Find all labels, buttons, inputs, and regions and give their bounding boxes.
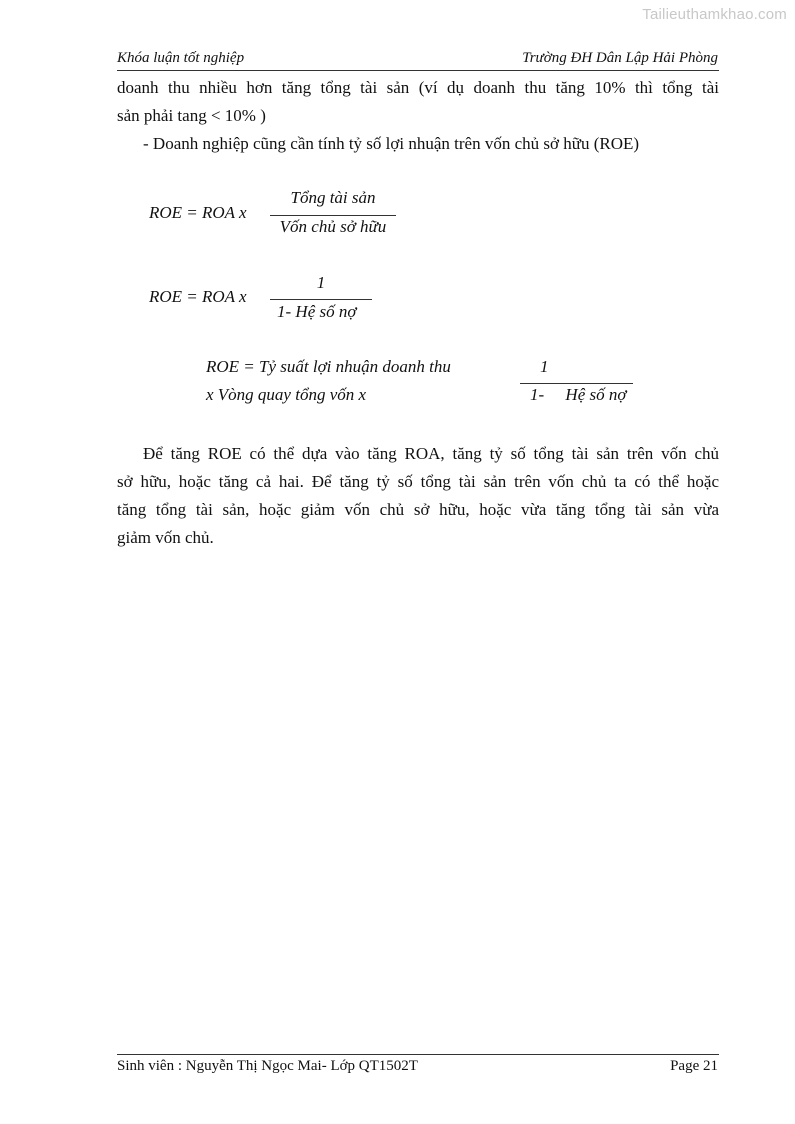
para2-line-1: Để tăng ROE có thể dựa vào tăng ROA, tăng tỷ số tổng tài sản trên vốn chủ <box>143 444 719 463</box>
formula2-denominator: 1- Hệ số nợ <box>277 302 357 321</box>
header-rule <box>117 70 719 71</box>
body-line-1: doanh thu nhiều hơn tăng tổng tài sản (ví dụ doanh thu tăng 10% thì tổng tài <box>117 78 719 97</box>
formula3-denominator: 1- Hệ số nợ <box>530 385 627 404</box>
header-left: Khóa luận tốt nghiệp <box>117 50 245 66</box>
header-right: Trường ĐH Dân Lập Hải Phòng <box>522 50 718 66</box>
formula2-fraction-bar <box>270 299 372 300</box>
formula2-numerator: 1 <box>316 273 326 292</box>
page-number: Page 21 <box>670 1058 718 1074</box>
formula1-denominator: Vốn chủ sở hữu <box>279 217 387 236</box>
formula1-numerator: Tổng tài sản <box>290 188 376 207</box>
para2-line-3: tăng tổng tài sản, hoặc giảm vốn chủ sở hữu, hoặc vừa tăng tổng tài sản vừa <box>117 500 719 519</box>
body-line-3: - Doanh nghiệp cũng cần tính tỷ số lợi nhuận trên vốn chủ sở hữu (ROE) <box>143 134 640 153</box>
para2-line-4: giảm vốn chủ. <box>117 528 214 547</box>
footer-rule <box>117 1054 719 1055</box>
formula3-numerator: 1 <box>540 357 549 376</box>
formula3-line1: ROE = Tỷ suất lợi nhuận doanh thu <box>206 357 451 376</box>
footer-left: Sinh viên : Nguyễn Thị Ngọc Mai- Lớp QT1502T <box>117 1058 418 1074</box>
watermark-text: Tailieuthamkhao.com <box>642 6 787 23</box>
body-line-2: sản phải tang < 10% ) <box>117 106 266 125</box>
formula3-fraction-bar <box>520 383 633 384</box>
formula1-fraction-bar <box>270 215 396 216</box>
formula3-line2: x Vòng quay tổng vốn x <box>206 385 367 404</box>
formula2-lhs: ROE = ROA x <box>149 287 247 306</box>
formula1-lhs: ROE = ROA x <box>149 203 247 222</box>
para2-line-2: sở hữu, hoặc tăng cả hai. Để tăng tỷ số tổng tài sản trên vốn chủ ta có thể hoặc <box>117 472 719 491</box>
